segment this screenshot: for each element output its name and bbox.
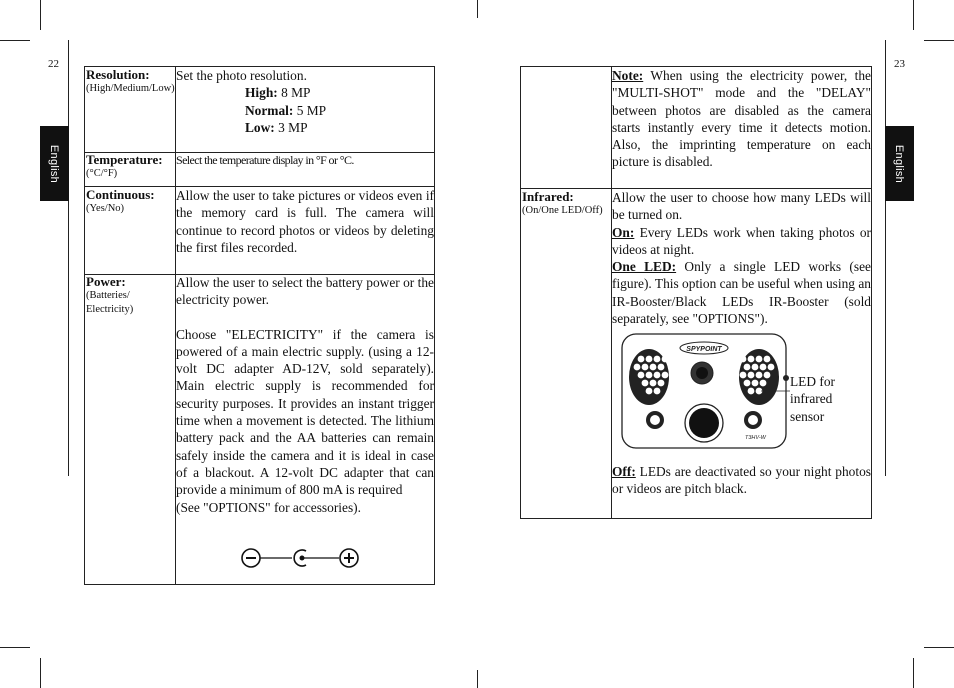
margin-rule — [68, 40, 69, 476]
option-text: Only a single LED works (see figure). This option can be useful when using an IR-Booster/Black LEDs IR-Booster (sold separately, see "OPTIONS"). — [612, 259, 871, 327]
language-tab-label: English — [893, 144, 906, 183]
crop-mark — [0, 647, 30, 648]
crop-mark — [913, 658, 914, 688]
row-label — [85, 187, 175, 216]
row-description — [612, 67, 871, 171]
row-label — [85, 152, 175, 181]
margin-rule — [885, 40, 886, 476]
crop-mark — [40, 0, 41, 30]
resolution-normal — [176, 102, 434, 119]
label-title: Resolution: — [86, 67, 150, 82]
crop-mark — [0, 40, 30, 41]
note-text — [612, 67, 871, 171]
row-description — [176, 67, 434, 136]
option-name: One LED: — [612, 259, 677, 275]
row-label — [85, 274, 167, 317]
power-text-1: Allow the user to select the battery power or the electricity power. — [176, 275, 434, 308]
continuous-text: Allow the user to take pictures or videos even if the memory card is full. The camera will continue to record photos or videos by deleting the first files recorded. — [176, 188, 434, 255]
option-name: High: — [245, 85, 278, 101]
row-note — [521, 67, 871, 189]
row-infrared — [521, 189, 871, 518]
resolution-intro: Set the photo resolution. — [176, 68, 307, 83]
infrared-one-led — [612, 258, 871, 327]
option-name: Low: — [245, 119, 275, 135]
row-description — [176, 274, 434, 516]
page-number-right: 23 — [894, 58, 905, 70]
crop-mark — [40, 658, 41, 688]
led-callout-label: LED for infrared sensor — [790, 374, 835, 424]
option-text: LEDs are deactivated so your night photos or videos are pitch black. — [612, 464, 871, 497]
option-value: 8 MP — [281, 85, 311, 101]
crop-mark — [477, 0, 478, 18]
infrared-intro: Allow the user to choose how many LEDs will be turned on. — [612, 190, 871, 223]
note-body: When using the electricity power, the "MULTI-SHOT" mode and the "DELAY" between photos are disabled as the camera starts instantly every time it detects motion. Also, the imprinting temperature on each picture is disabled. — [612, 68, 871, 170]
label-title: Continuous: — [86, 187, 155, 202]
row-power — [85, 274, 434, 584]
row-temperature — [85, 152, 434, 187]
language-tab-right — [885, 126, 914, 201]
crop-mark — [477, 670, 478, 688]
infrared-off — [612, 463, 871, 498]
page-number-left: 22 — [48, 58, 59, 70]
option-text: Every LEDs work when taking photos or videos at night. — [612, 224, 871, 257]
power-text-3: (See "OPTIONS" for accessories). — [176, 499, 361, 515]
power-text-2: Choose "ELECTRICITY" if the camera is powered of a main electric supply. (using a 12-volt DC adapter AD-12V, sold separately). Main electric supply is recommended for security purposes. It provides an instant trigger time when a movement is detected. The lithium battery pack and the AA batteries can remain safely inside the camera and it is ideal in case of a blackout. A 12-volt DC adapter that can provide a minimum of 800 mA is required — [176, 326, 434, 498]
label-title: Infrared: — [522, 189, 574, 204]
option-value: 3 MP — [278, 119, 308, 135]
resolution-low — [176, 119, 434, 136]
brand-logo: SPYPOINT — [686, 346, 722, 353]
temperature-text: Select the temperature display in °F or °C. — [176, 153, 354, 167]
row-resolution — [85, 67, 434, 153]
option-name: On: — [612, 224, 635, 240]
note-label: Note: — [612, 68, 644, 83]
option-value: 5 MP — [296, 102, 327, 118]
row-label — [521, 189, 613, 218]
row-description — [176, 187, 434, 256]
row-description — [176, 152, 434, 169]
language-tab-left — [40, 126, 69, 201]
label-title: Temperature: — [86, 152, 163, 167]
camera-front-illustration — [621, 333, 791, 451]
crop-mark — [913, 0, 914, 30]
label-options: (Yes/No) — [86, 203, 125, 214]
label-title: Power: — [86, 274, 126, 289]
row-label — [85, 67, 175, 96]
language-tab-label: English — [48, 144, 61, 183]
resolution-high — [176, 84, 434, 101]
settings-table-left — [84, 66, 435, 585]
label-options: (High/Medium/Low) — [86, 83, 175, 94]
row-continuous — [85, 187, 434, 275]
model-label: T3HV-W — [745, 435, 766, 441]
label-options: (On/One LED/Off) — [522, 205, 603, 216]
crop-mark — [924, 40, 954, 41]
row-description — [612, 189, 871, 327]
option-name: Normal: — [245, 102, 294, 118]
label-options: (Batteries/ Electricity) — [86, 290, 134, 315]
dc-polarity-icon — [238, 545, 368, 575]
settings-table-right — [520, 66, 872, 519]
option-name: Off: — [612, 464, 636, 479]
infrared-off-block — [612, 463, 871, 498]
crop-mark — [924, 647, 954, 648]
label-options: (°C/°F) — [86, 168, 118, 179]
infrared-on — [612, 224, 871, 259]
